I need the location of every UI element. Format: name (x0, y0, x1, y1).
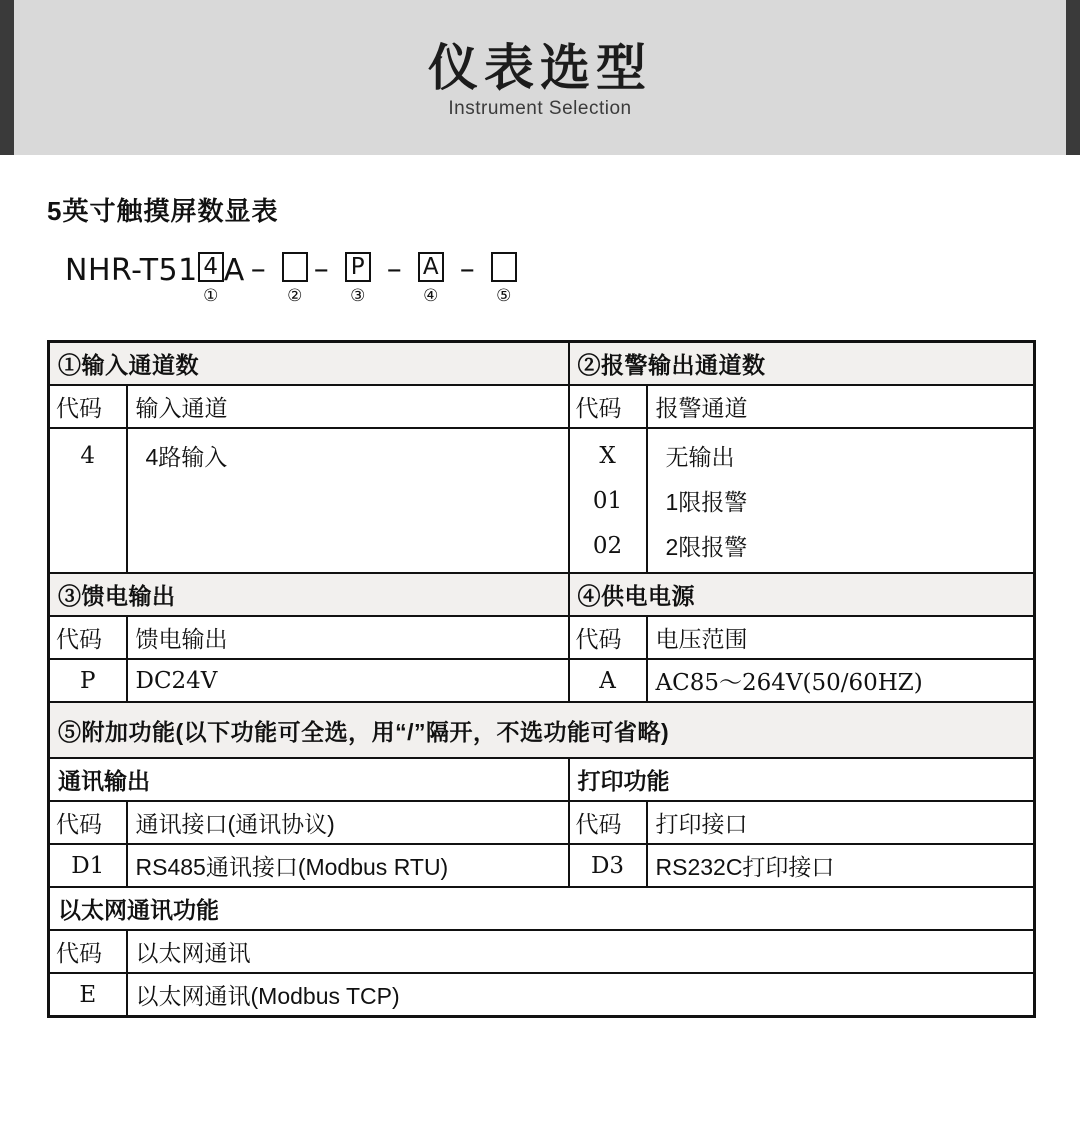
code-slot-3 (345, 252, 371, 305)
page-content (0, 191, 1080, 1018)
section-1-value-filler-2 (136, 523, 560, 568)
section-1-row-0-value: 4路输入 (145, 444, 228, 470)
model-code-line (47, 252, 1033, 326)
section-1-value-filler-1 (136, 478, 560, 523)
section-3-heading: ③馈电输出 (49, 573, 569, 616)
code-slot-4 (418, 252, 444, 305)
code-dash-2 (308, 252, 335, 288)
section-1-code-cell (49, 428, 127, 573)
code-dash-3 (381, 252, 408, 288)
code-marker-4: ④ (423, 286, 439, 306)
code-dash-1-text: – (250, 252, 266, 287)
code-dash-1 (245, 252, 272, 288)
section-5-print-code-header: 代码 (569, 801, 647, 844)
section-3-row-0-value: DC24V (127, 659, 569, 702)
section-2-code-cell (569, 428, 647, 573)
section-5-comm-code-header: 代码 (49, 801, 127, 844)
section-2-row-2-code: 02 (592, 532, 623, 559)
section-5-comm-title: 通讯输出 (49, 758, 569, 801)
page-subtitle: Instrument Selection (448, 98, 632, 119)
table-row (49, 342, 1035, 386)
section-2-row-0-value: 无输出 (665, 444, 735, 470)
table-row (49, 801, 1035, 844)
page-header-banner (0, 0, 1080, 155)
code-marker-5: ⑤ (496, 286, 512, 306)
section-2-row-0-code: X (599, 442, 616, 469)
section-5-eth-title: 以太网通讯功能 (49, 887, 1035, 930)
code-dash-2-text: – (313, 252, 329, 287)
section-2-code-header: 代码 (569, 385, 647, 428)
code-slot-3-box: P (345, 252, 371, 282)
section-2-row-1-code: 01 (592, 487, 623, 514)
table-row (49, 973, 1035, 1017)
section-2-value-header: 报警通道 (647, 385, 1035, 428)
table-row (49, 930, 1035, 973)
section-2-row-2-value: 2限报警 (665, 534, 748, 560)
section-5-eth-code-header: 代码 (49, 930, 127, 973)
section-3-row-0-code: P (49, 659, 127, 702)
table-row (49, 659, 1035, 702)
table-row (49, 758, 1035, 801)
table-row (49, 702, 1035, 758)
section-5-print-value-header: 打印接口 (647, 801, 1035, 844)
section-5-comm-value-header: 通讯接口(通讯协议) (127, 801, 569, 844)
code-slot-5-box (491, 252, 517, 282)
table-row (49, 573, 1035, 616)
section-1-value-header: 输入通道 (127, 385, 569, 428)
code-slot-1 (198, 252, 224, 305)
banner-text-group (0, 0, 1080, 120)
section-1-heading: ①输入通道数 (49, 342, 569, 386)
code-marker-1: ① (203, 286, 219, 306)
section-5-heading: ⑤附加功能(以下功能可全选，用“/”隔开，不选功能可省略) (49, 702, 1035, 758)
code-dash-4-text: – (459, 252, 475, 287)
section-5-print-row-0-value: RS232C打印接口 (647, 844, 1035, 887)
table-row (49, 887, 1035, 930)
section-4-value-header: 电压范围 (647, 616, 1035, 659)
section-5-print-row-0-code: D3 (569, 844, 647, 887)
section-3-code-header: 代码 (49, 616, 127, 659)
section-1-code-header: 代码 (49, 385, 127, 428)
code-suffix-a-text: A (223, 253, 245, 288)
section-2-value-cell (647, 428, 1035, 573)
code-suffix-a (224, 252, 245, 290)
section-5-comm-row-0-value: RS485通讯接口(Modbus RTU) (127, 844, 569, 887)
selection-spec-table (47, 340, 1036, 1018)
section-4-code-header: 代码 (569, 616, 647, 659)
section-4-row-0-code: A (569, 659, 647, 702)
section-5-eth-row-0-value: 以太网通讯(Modbus TCP) (127, 973, 1035, 1017)
section-1-code-filler-1 (58, 478, 118, 523)
section-5-eth-value-header: 以太网通讯 (127, 930, 1035, 973)
code-prefix (65, 252, 198, 290)
code-dash-3-text: – (386, 252, 402, 287)
page-title: 仪表选型 (428, 40, 652, 96)
section-2-heading: ②报警输出通道数 (569, 342, 1035, 386)
code-slot-4-box: A (418, 252, 444, 282)
section-5-comm-row-0-code: D1 (49, 844, 127, 887)
code-dash-4 (454, 252, 481, 288)
section-1-row-0-code: 4 (80, 442, 96, 469)
code-slot-1-box: 4 (198, 252, 224, 282)
code-marker-2: ② (287, 286, 303, 306)
section-4-heading: ④供电电源 (569, 573, 1035, 616)
section-2-row-1-value: 1限报警 (665, 489, 748, 515)
code-marker-3: ③ (350, 286, 366, 306)
section-4-row-0-value: AC85～264V(50/60HZ) (647, 659, 1035, 702)
section-3-value-header: 馈电输出 (127, 616, 569, 659)
code-slot-2 (282, 252, 308, 305)
section-1-code-filler-2 (58, 523, 118, 568)
product-title: 5英寸触摸屏数显表 (47, 196, 279, 226)
table-row (49, 385, 1035, 428)
code-slot-5 (491, 252, 517, 305)
table-row (49, 428, 1035, 573)
section-1-value-cell (127, 428, 569, 573)
code-slot-2-box (282, 252, 308, 282)
code-prefix-text: NHR-T51 (65, 253, 198, 288)
table-row (49, 616, 1035, 659)
section-5-eth-row-0-code: E (49, 973, 127, 1017)
table-row (49, 844, 1035, 887)
section-5-print-title: 打印功能 (569, 758, 1035, 801)
